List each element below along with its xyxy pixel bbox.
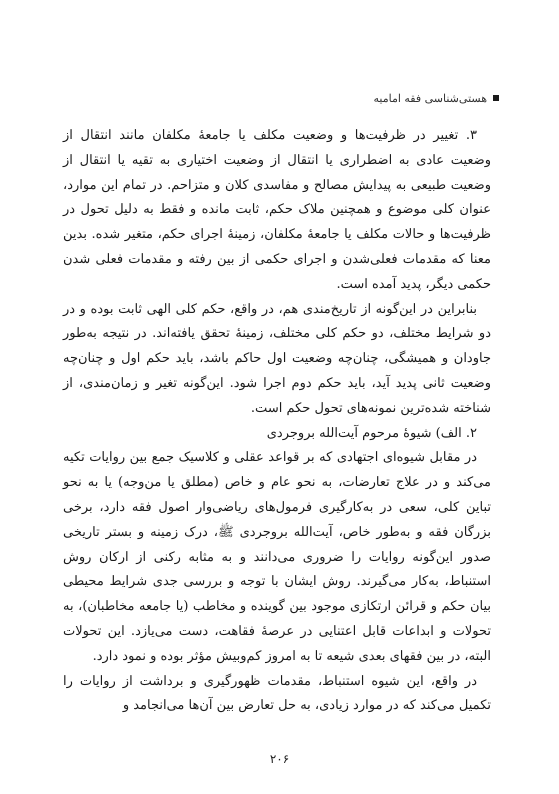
square-bullet-icon (493, 95, 499, 101)
page-header (60, 90, 499, 106)
page-number: ۲۰۶ (269, 752, 290, 766)
paragraph: در واقع، این شیوه استنباط، مقدمات ظهورگیری و برداشت از روایات را تکمیل می‌کند که در موارد زیادی، به حل تعارض بین آن‌ها می‌انجامد و (63, 673, 491, 714)
running-title: هستی‌شناسی فقه امامیه (373, 91, 487, 105)
paragraph: ۳. تغییر در ظرفیت‌ها و وضعیت مکلف یا جامعهٔ مکلفان مانند انتقال از وضعیت عادی به اضطراری یا انتقال از وضعیت اختیاری به تقیه یا انتقال از وضعیت طبیعی به پیدایش مصالح و مفاسدی کلان و متزاحم. در تمام این موارد، عنوان کلی موضوع و همچنین ملاک حکم، ثابت مانده و فقط به دلیل تحول در ظرفیت‌ها و حالات مکلف یا جامعهٔ مکلفان، زمینهٔ اجرای حکم، متغیر شده. بدین معنا که مقدمات فعلی‌شدن و اجرای حکمی از بین رفته و مقدمات فعلی شدن حکمی دیگر، پدید آمده است. (63, 128, 491, 292)
main-text (63, 124, 491, 719)
paragraph: بنابراین در این‌گونه از تاریخ‌مندی هم، در واقع، حکم کلی الهی ثابت بوده و در دو شرایط مختلف، دو حکم کلی مختلف، زمینهٔ تحقق یافته‌اند. در نتیجه به‌طور جاودان و همیشگی، چنان‌چه وضعیت اول حاکم باشد، باید حکم اول و چنان‌چه وضعیت ثانی پدید آید، باید حکم دوم اجرا شود. این‌گونه تغیر و زمان‌مندی، از شناخته شده‌ترین نمونه‌های تحول حکم است. (63, 301, 491, 416)
paragraph: در مقابل شیوه‌ای اجتهادی که بر قواعد عقلی و کلاسیک جمع بین روایات تکیه می‌کند و در علاج تعارضات، به نحو عام و خاص (مطلق یا من‌وجه) یا به نحو تباین کلی، سعی در به‌کارگیری فرمول‌های ریاضی‌وار اصول فقه دارد، برخی بزرگان فقه و به‌طور خاص، آیت‌الله بروجردی ﷺ، درک زمینه و بستر تاریخی صدور این‌گونه روایات را ضروری می‌دانند و به مثابه رکنی از ارکان روش استنباط، به‌کار می‌گیرند. روش ایشان با توجه و بررسی جدی شرایط محیطی بیان حکم و قرائن ارتکازی موجود بین گوینده و مخاطب (یا جامعه مخاطبان)، به تحولات و ابداعات قابل اعتنایی در عرصهٔ فقاهت، دست می‌یازد. این تحولات البته، در بین فقهای بعدی شیعه تا به امروز کم‌وبیش مؤثر بوده و نمود دارد. (63, 450, 491, 664)
section-title: ۲. الف) شیوهٔ مرحوم آیت‌الله بروجردی (266, 425, 477, 441)
